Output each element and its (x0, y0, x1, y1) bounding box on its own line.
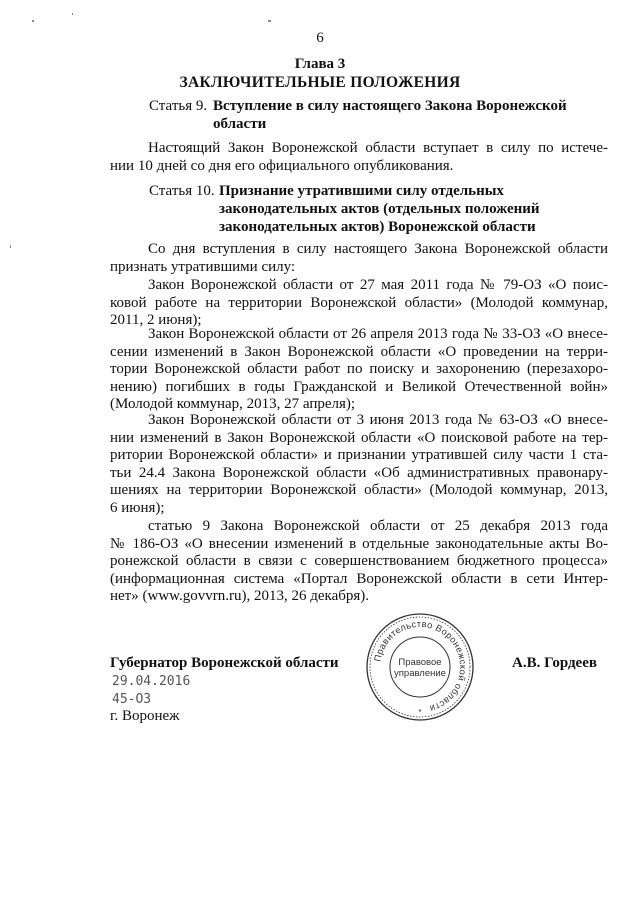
text-line: (Молодой коммунар, 2013, 27 апреля); (110, 396, 356, 412)
text-line: Со дня вступления в силу настоящего Закона Воронежской области (148, 241, 608, 257)
text-line: тьи 24.4 Закона Воронежской области «Об административных правонару- (110, 464, 608, 481)
repealed-act-item (110, 326, 608, 414)
text-line: шениях на территории Воронежской области» (Молодой коммунар, 2013, (110, 482, 608, 498)
text-line: ковой работе на территории Воронежской области» (Молодой коммунар, (110, 294, 608, 311)
scan-speck (10, 245, 11, 248)
registration-stamp (112, 673, 190, 709)
text-line: Закон Воронежской области от 26 апреля 2013 года № 33-ОЗ «О внесе- (148, 326, 608, 342)
text-line: 2011, 2 июня); (110, 312, 202, 328)
article-number: Статья 10. (149, 183, 215, 199)
article-title-line: области (213, 116, 267, 132)
article-title-line: Признание утратившими силу отдельных (219, 183, 504, 199)
article-title-line: Вступление в силу настоящего Закона Воронежской (213, 98, 567, 114)
seal-ring-text: Правительство Воронежской области (372, 618, 469, 714)
text-line: сении изменений в Закон Воронежской области «О проведении на терри- (110, 343, 608, 360)
governor-title: Губернатор Воронежской области (110, 655, 339, 671)
scan-speck (32, 20, 34, 22)
text-line: нет» (www.govvrn.ru), 2013, 26 декабря). (110, 588, 370, 604)
article-9-heading (149, 97, 609, 133)
text-line: признать утратившими силу: (110, 258, 296, 275)
repealed-act-item (110, 412, 608, 517)
registration-number: 45-ОЗ (112, 692, 152, 707)
seal-center-line: управление (394, 668, 446, 679)
scan-speck (72, 13, 73, 15)
chapter-label: Глава 3 (294, 56, 346, 72)
city-name: г. Воронеж (110, 708, 180, 724)
text-line: тории Воронежской области работ по поиску и захоронению (перезахоро- (110, 361, 608, 377)
page-number: 6 (316, 30, 324, 46)
article-title-line: законодательных актов (отдельных положений (219, 201, 540, 217)
text-line: Закон Воронежской области от 3 июня 2013 года № 63-ОЗ «О внесе- (148, 412, 608, 428)
text-line: нению) погибших в годы Гражданской и Великой Отечественной войн» (110, 378, 608, 395)
registration-date: 29.04.2016 (112, 674, 191, 689)
text-line: нии изменений в Закон Воронежской области «О поисковой работе на тер- (110, 429, 608, 446)
text-line: (информационная система «Портал Воронежской области в сети Интер- (110, 570, 608, 587)
article-10-heading (149, 182, 609, 236)
article-9-text (110, 140, 608, 175)
governor-name: А.В. Гордеев (512, 655, 597, 671)
text-line: Закон Воронежской области от 27 мая 2011 года № 79-ОЗ «О поис- (148, 277, 608, 293)
text-line: ритории Воронежской области» и признании утратившей силу части 1 ста- (110, 447, 608, 463)
text-line: Настоящий Закон Воронежской области вступает в силу по истече- (148, 140, 608, 156)
article-number: Статья 9. (149, 98, 208, 114)
svg-text:*: * (418, 708, 422, 717)
repealed-act-item (110, 277, 608, 330)
text-line: 6 июня); (110, 499, 165, 516)
seal-center-line: Правовое (398, 657, 442, 668)
article-title-line: законодательных актов) Воронежской области (219, 219, 536, 235)
chapter-title: ЗАКЛЮЧИТЕЛЬНЫЕ ПОЛОЖЕНИЯ (179, 74, 461, 91)
repealed-act-item (110, 518, 608, 606)
text-line: статью 9 Закона Воронежской области от 25 декабря 2013 года (148, 518, 608, 534)
text-line: нии 10 дней со дня его официального опубликования. (110, 157, 454, 174)
text-line: № 186-ОЗ «О внесении изменений в отдельные законодательные акты Во- (110, 535, 608, 552)
text-line: ронежской области в связи с совершенствованием бюджетного процесса» (110, 553, 608, 569)
official-seal-icon (364, 611, 476, 723)
scan-speck (268, 20, 271, 22)
article-10-intro (110, 241, 608, 276)
